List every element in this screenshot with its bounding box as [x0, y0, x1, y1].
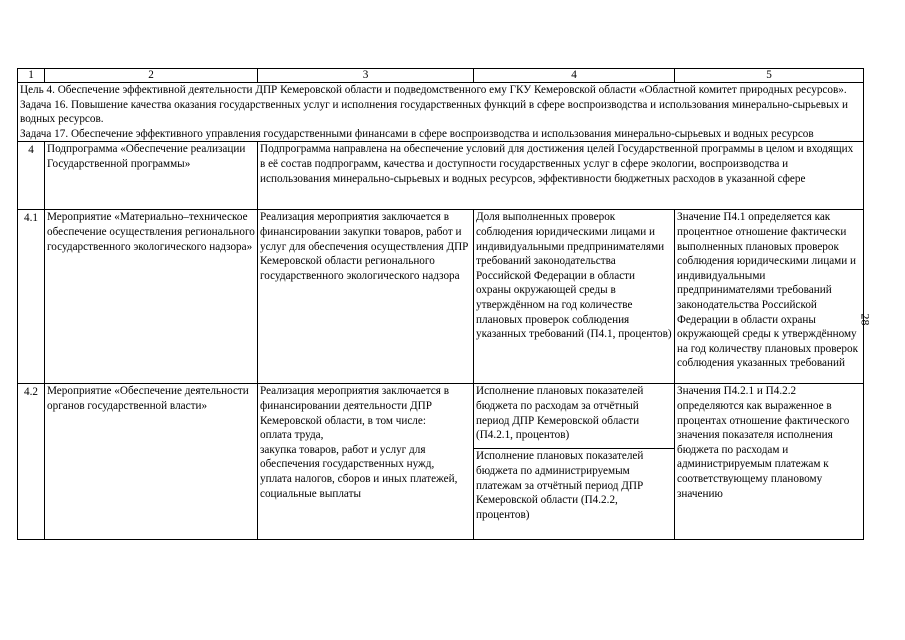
description-line: социальные выплаты: [260, 487, 361, 500]
column-number: 2: [45, 69, 258, 83]
description-line: закупка товаров, работ и услуг для обеспечения государственных нужд,: [260, 443, 435, 471]
row-number: 4.1: [18, 210, 45, 384]
table-row: [18, 210, 864, 384]
description-line: оплата труда,: [260, 429, 324, 442]
table-row: [18, 142, 864, 210]
column-number: 4: [474, 69, 675, 83]
goal-text: Цель 4. Обеспечение эффективной деятельности ДПР Кемеровской области и подведомственного ему ГКУ Кемеровской области «Областной комитет природных ресурсов».: [20, 84, 847, 96]
indicator-p421: Исполнение плановых показателей бюджета по расходам за отчётный период ДПР Кемеровской области (П4.2.1, процентов): [474, 384, 674, 449]
method-cell: Значения П4.2.1 и П4.2.2 определяются как выраженное в процентах отношение фактического значения показателя исполнения бюджета по расходам и администрируемым платежам к соответствующему плановому значению: [675, 384, 864, 540]
indicator-cell: [474, 384, 675, 540]
indicator-p422: Исполнение плановых показателей бюджета по администрируемым платежам за отчётный период ДПР Кемеровской области (П4.2.2, процентов): [476, 450, 644, 521]
document-table: [17, 68, 864, 540]
task-16-text: Задача 16. Повышение качества оказания государственных услуг и исполнения государственных функций в сфере воспроизводства и использования минерально-сырьевых и водных ресурсов.: [20, 98, 848, 126]
column-number: 1: [18, 69, 45, 83]
column-number: 3: [258, 69, 474, 83]
column-number: 5: [675, 69, 864, 83]
subprogram-description: Подпрограмма направлена на обеспечение условий для достижения целей Государственной программы в целом и входящих в её состав подпрограмм, качества и доступности государственных услуг в сфере экологии, воспроизводства и использования минерально-сырьевых и водных ресурсов, эффективности бюджетных расходов в указанной сфере: [258, 142, 864, 210]
measure-description: [258, 384, 474, 540]
goal-row: [18, 83, 864, 142]
goal-cell: [18, 83, 864, 142]
row-number: 4.2: [18, 384, 45, 540]
description-line: уплата налогов, сборов и иных платежей,: [260, 472, 458, 485]
subprogram-name: Подпрограмма «Обеспечение реализации Государственной программы»: [45, 142, 258, 210]
method-cell: Значение П4.1 определяется как процентное отношение фактически выполненных плановых проверок соблюдения юридическими лицами и индивидуальными предпринимателями требований законодательства Российской Федерации в области охраны окружающей среды к утверждённому на год количеству плановых проверок соблюдения указанных требований: [675, 210, 864, 384]
description-line: Реализация мероприятия заключается в финансировании деятельности ДПР Кемеровской области, в том числе:: [260, 385, 449, 427]
page-number: 28: [858, 313, 873, 326]
measure-name: Мероприятие «Материально–техническое обеспечение осуществления регионального государственного экологического надзора»: [45, 210, 258, 384]
indicator-cell: Доля выполненных проверок соблюдения юридическими лицами и индивидуальными предпринимателями требований законодательства Российской Федерации в области охраны окружающей среды в утверждённом на год количестве плановых проверок соблюдения указанных требований (П4.1, процентов): [474, 210, 675, 384]
measure-name: Мероприятие «Обеспечение деятельности органов государственной власти»: [45, 384, 258, 540]
task-17-text: Задача 17. Обеспечение эффективного управления государственными финансами в сфере воспроизводства и использования минерально-сырьевых и водных ресурсов: [20, 127, 814, 140]
row-number: 4: [18, 142, 45, 210]
column-number-row: [18, 69, 864, 83]
measure-description: Реализация мероприятия заключается в финансировании закупки товаров, работ и услуг для обеспечения осуществления ДПР Кемеровской области регионального государственного экологического надзора: [258, 210, 474, 384]
table-row: [18, 384, 864, 540]
